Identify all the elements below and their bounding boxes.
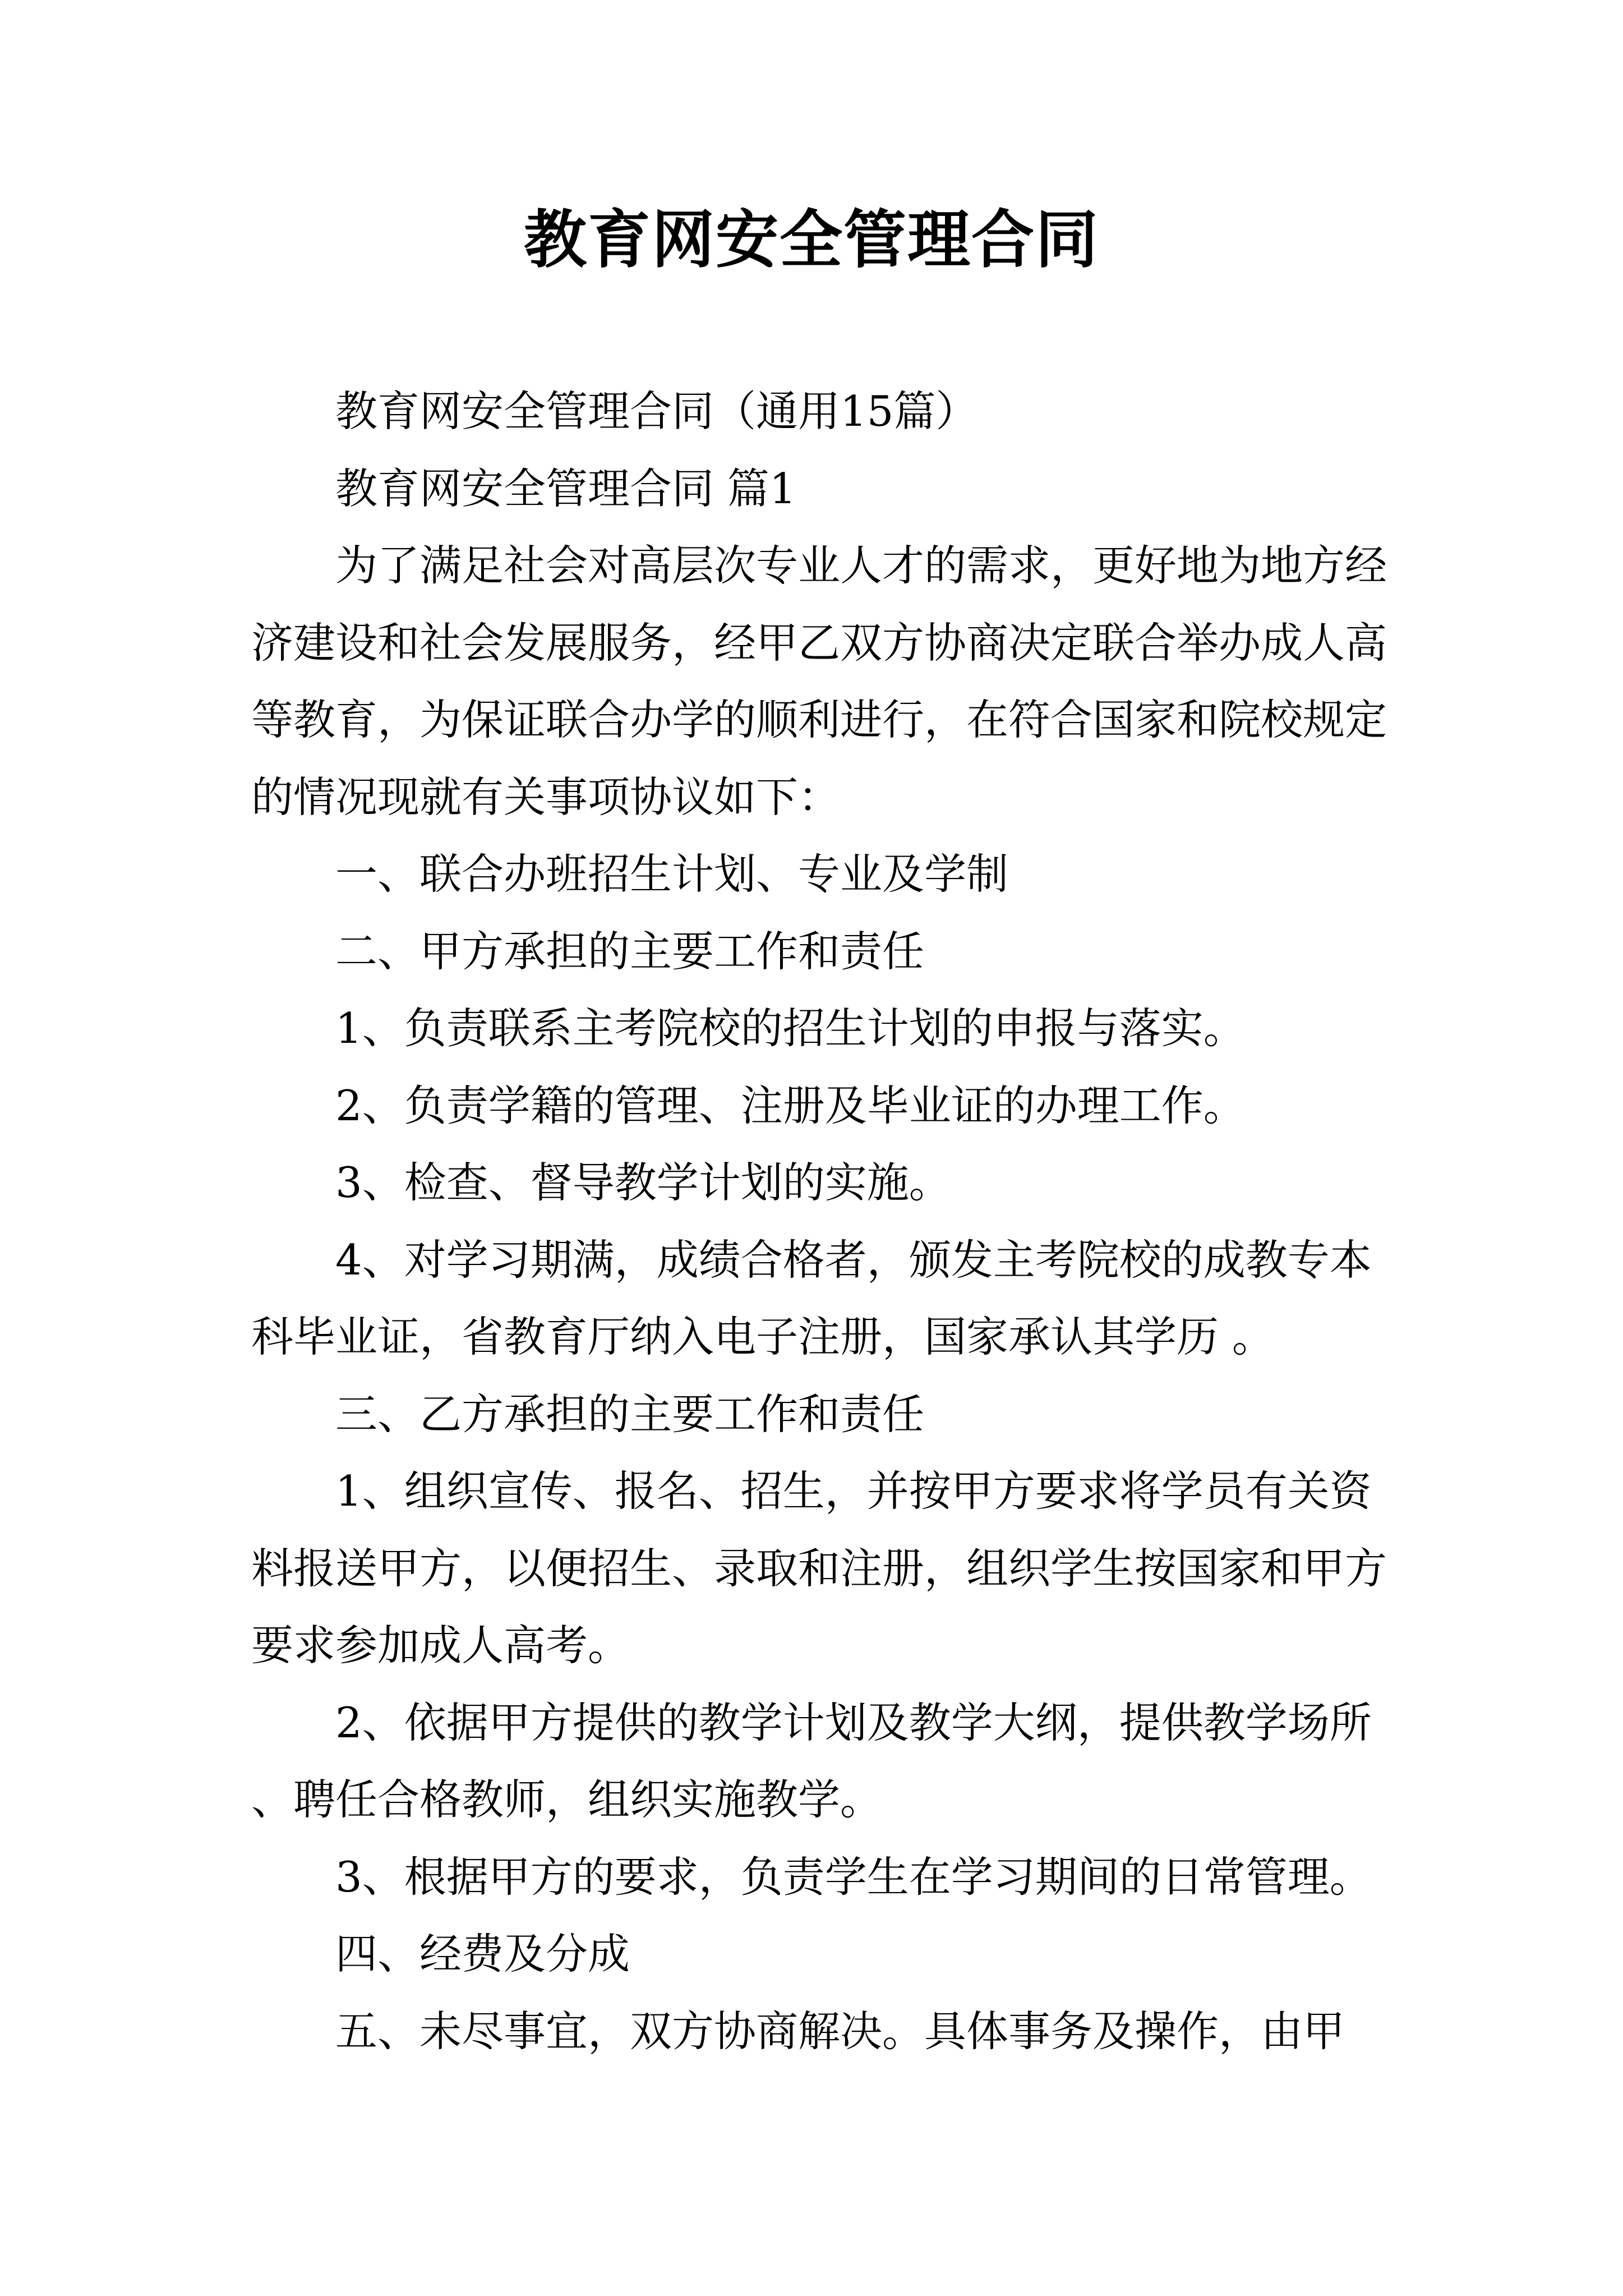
paragraph-clause-3-item-1: 1、组织宣传、报名、招生，并按甲方要求将学员有关资料报送甲方，以便招生、录取和注册，组织学生按国家和甲方要求参加成人高考。 — [251, 1466, 1387, 1670]
paragraph-clause-2-item-2: 2、负责学籍的管理、注册及毕业证的办理工作。 — [335, 1080, 1246, 1130]
paragraph-clause-2-item-4: 4、对学习期满，成绩合格者，颁发主考院校的成教专本科毕业证，省教育厅纳入电子注册，国家承认其学历 。 — [251, 1235, 1372, 1361]
paragraph-subtitle: 教育网安全管理合同（通用15篇） — [335, 386, 978, 436]
paragraph-section-heading: 教育网安全管理合同 篇1 — [335, 463, 796, 513]
paragraph-clause-2-item-1: 1、负责联系主考院校的招生计划的申报与落实。 — [335, 1004, 1246, 1053]
paragraph-clause-3-item-3: 3、根据甲方的要求，负责学生在学习期间的日常管理。 — [335, 1852, 1372, 1902]
document-body — [251, 373, 1401, 2070]
paragraph-clause-3-item-2: 2、依据甲方提供的教学计划及教学大纲，提供教学场所、聘任合格教师，组织实施教学。 — [251, 1697, 1372, 1824]
paragraph-clause-2-item-3: 3、检查、督导教学计划的实施。 — [335, 1158, 951, 1207]
paragraph-clause-2: 二、甲方承担的主要工作和责任 — [335, 926, 925, 976]
paragraph-clause-5: 五、未尽事宜，双方协商解决。具体事务及操作，由甲 — [335, 2006, 1345, 2056]
document-title: 教育网安全管理合同 — [524, 203, 1099, 277]
paragraph-intro: 为了满足社会对高层次专业人才的需求，更好地为地方经济建设和社会发展服务，经甲乙双方协商决定联合举办成人高等教育，为保证联合办学的顺利进行，在符合国家和院校规定的情况现就有关事项协议如下： — [251, 541, 1387, 822]
paragraph-clause-4: 四、经费及分成 — [335, 1929, 630, 1978]
paragraph-clause-1: 一、联合办班招生计划、专业及学制 — [335, 849, 1009, 899]
paragraph-clause-3: 三、乙方承担的主要工作和责任 — [335, 1389, 925, 1439]
